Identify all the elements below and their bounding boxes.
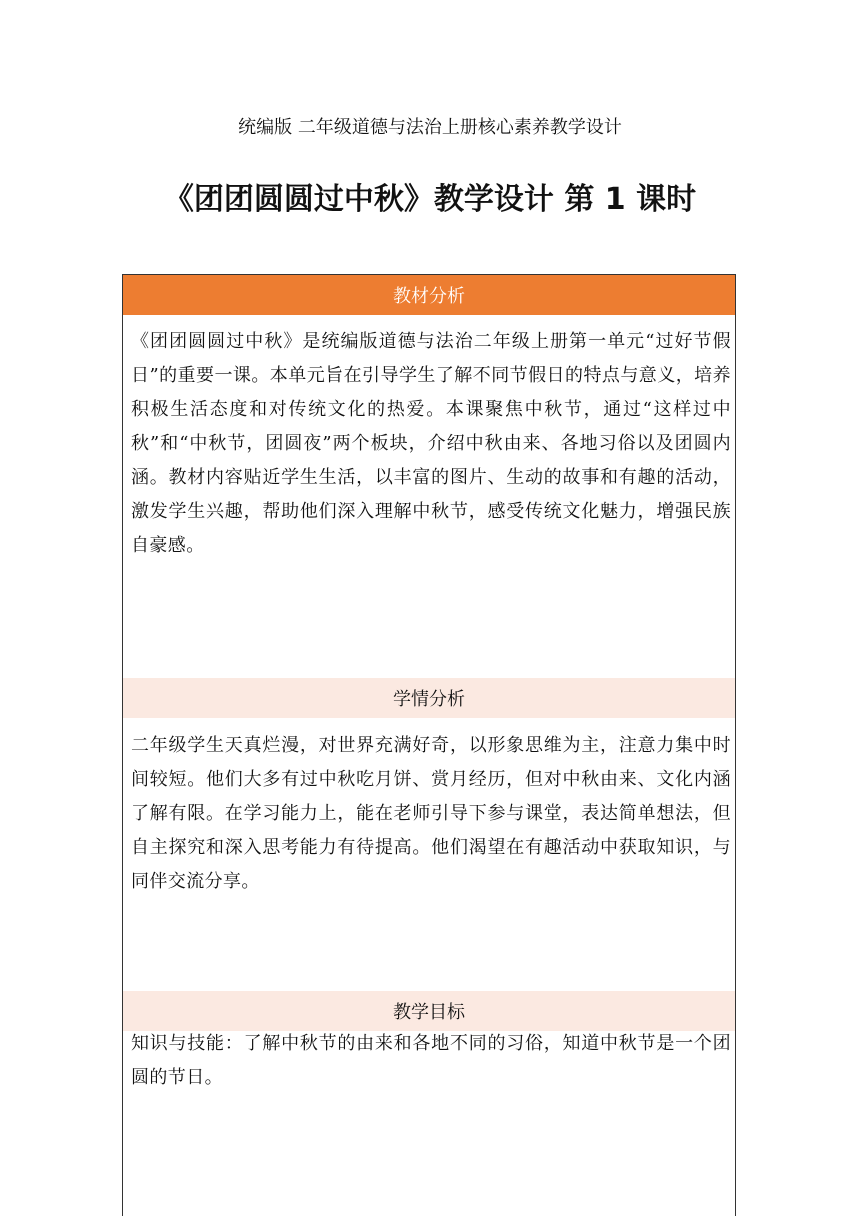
lesson-plan-table	[122, 274, 736, 1216]
section-text-teaching-objectives: 知识与技能：了解中秋节的由来和各地不同的习俗，知道中秋节是一个团圆的节日。	[131, 1033, 731, 1088]
document-subtitle: 统编版 二年级道德与法治上册核心素养教学设计	[238, 117, 622, 138]
section-text-textbook-analysis: 《团团圆圆过中秋》是统编版道德与法治二年级上册第一单元“过好节假日”的重要一课。本单元旨在引导学生了解不同节假日的特点与意义，培养积极生活态度和对传统文化的热爱。本课聚焦中秋节，通过“这样过中秋”和“中秋节，团圆夜”两个板块，介绍中秋由来、各地习俗以及团圆内涵。教材内容贴近学生生活，以丰富的图片、生动的故事和有趣的活动，激发学生兴趣，帮助他们深入理解中秋节，感受传统文化魅力，增强民族自豪感。	[131, 331, 731, 556]
document-title: 《团团圆圆过中秋》教学设计 第 1 课时	[163, 182, 697, 217]
section-header-learner-analysis: 学情分析	[123, 678, 735, 718]
section-text-learner-analysis: 二年级学生天真烂漫，对世界充满好奇，以形象思维为主，注意力集中时间较短。他们大多有过中秋吃月饼、赏月经历，但对中秋由来、文化内涵了解有限。在学习能力上，能在老师引导下参与课堂，表达简单想法，但自主探究和深入思考能力有待提高。他们渴望在有趣活动中获取知识，与同伴交流分享。	[131, 735, 731, 892]
section-header-teaching-objectives: 教学目标	[123, 991, 735, 1031]
section-header-textbook-analysis: 教材分析	[123, 275, 735, 315]
